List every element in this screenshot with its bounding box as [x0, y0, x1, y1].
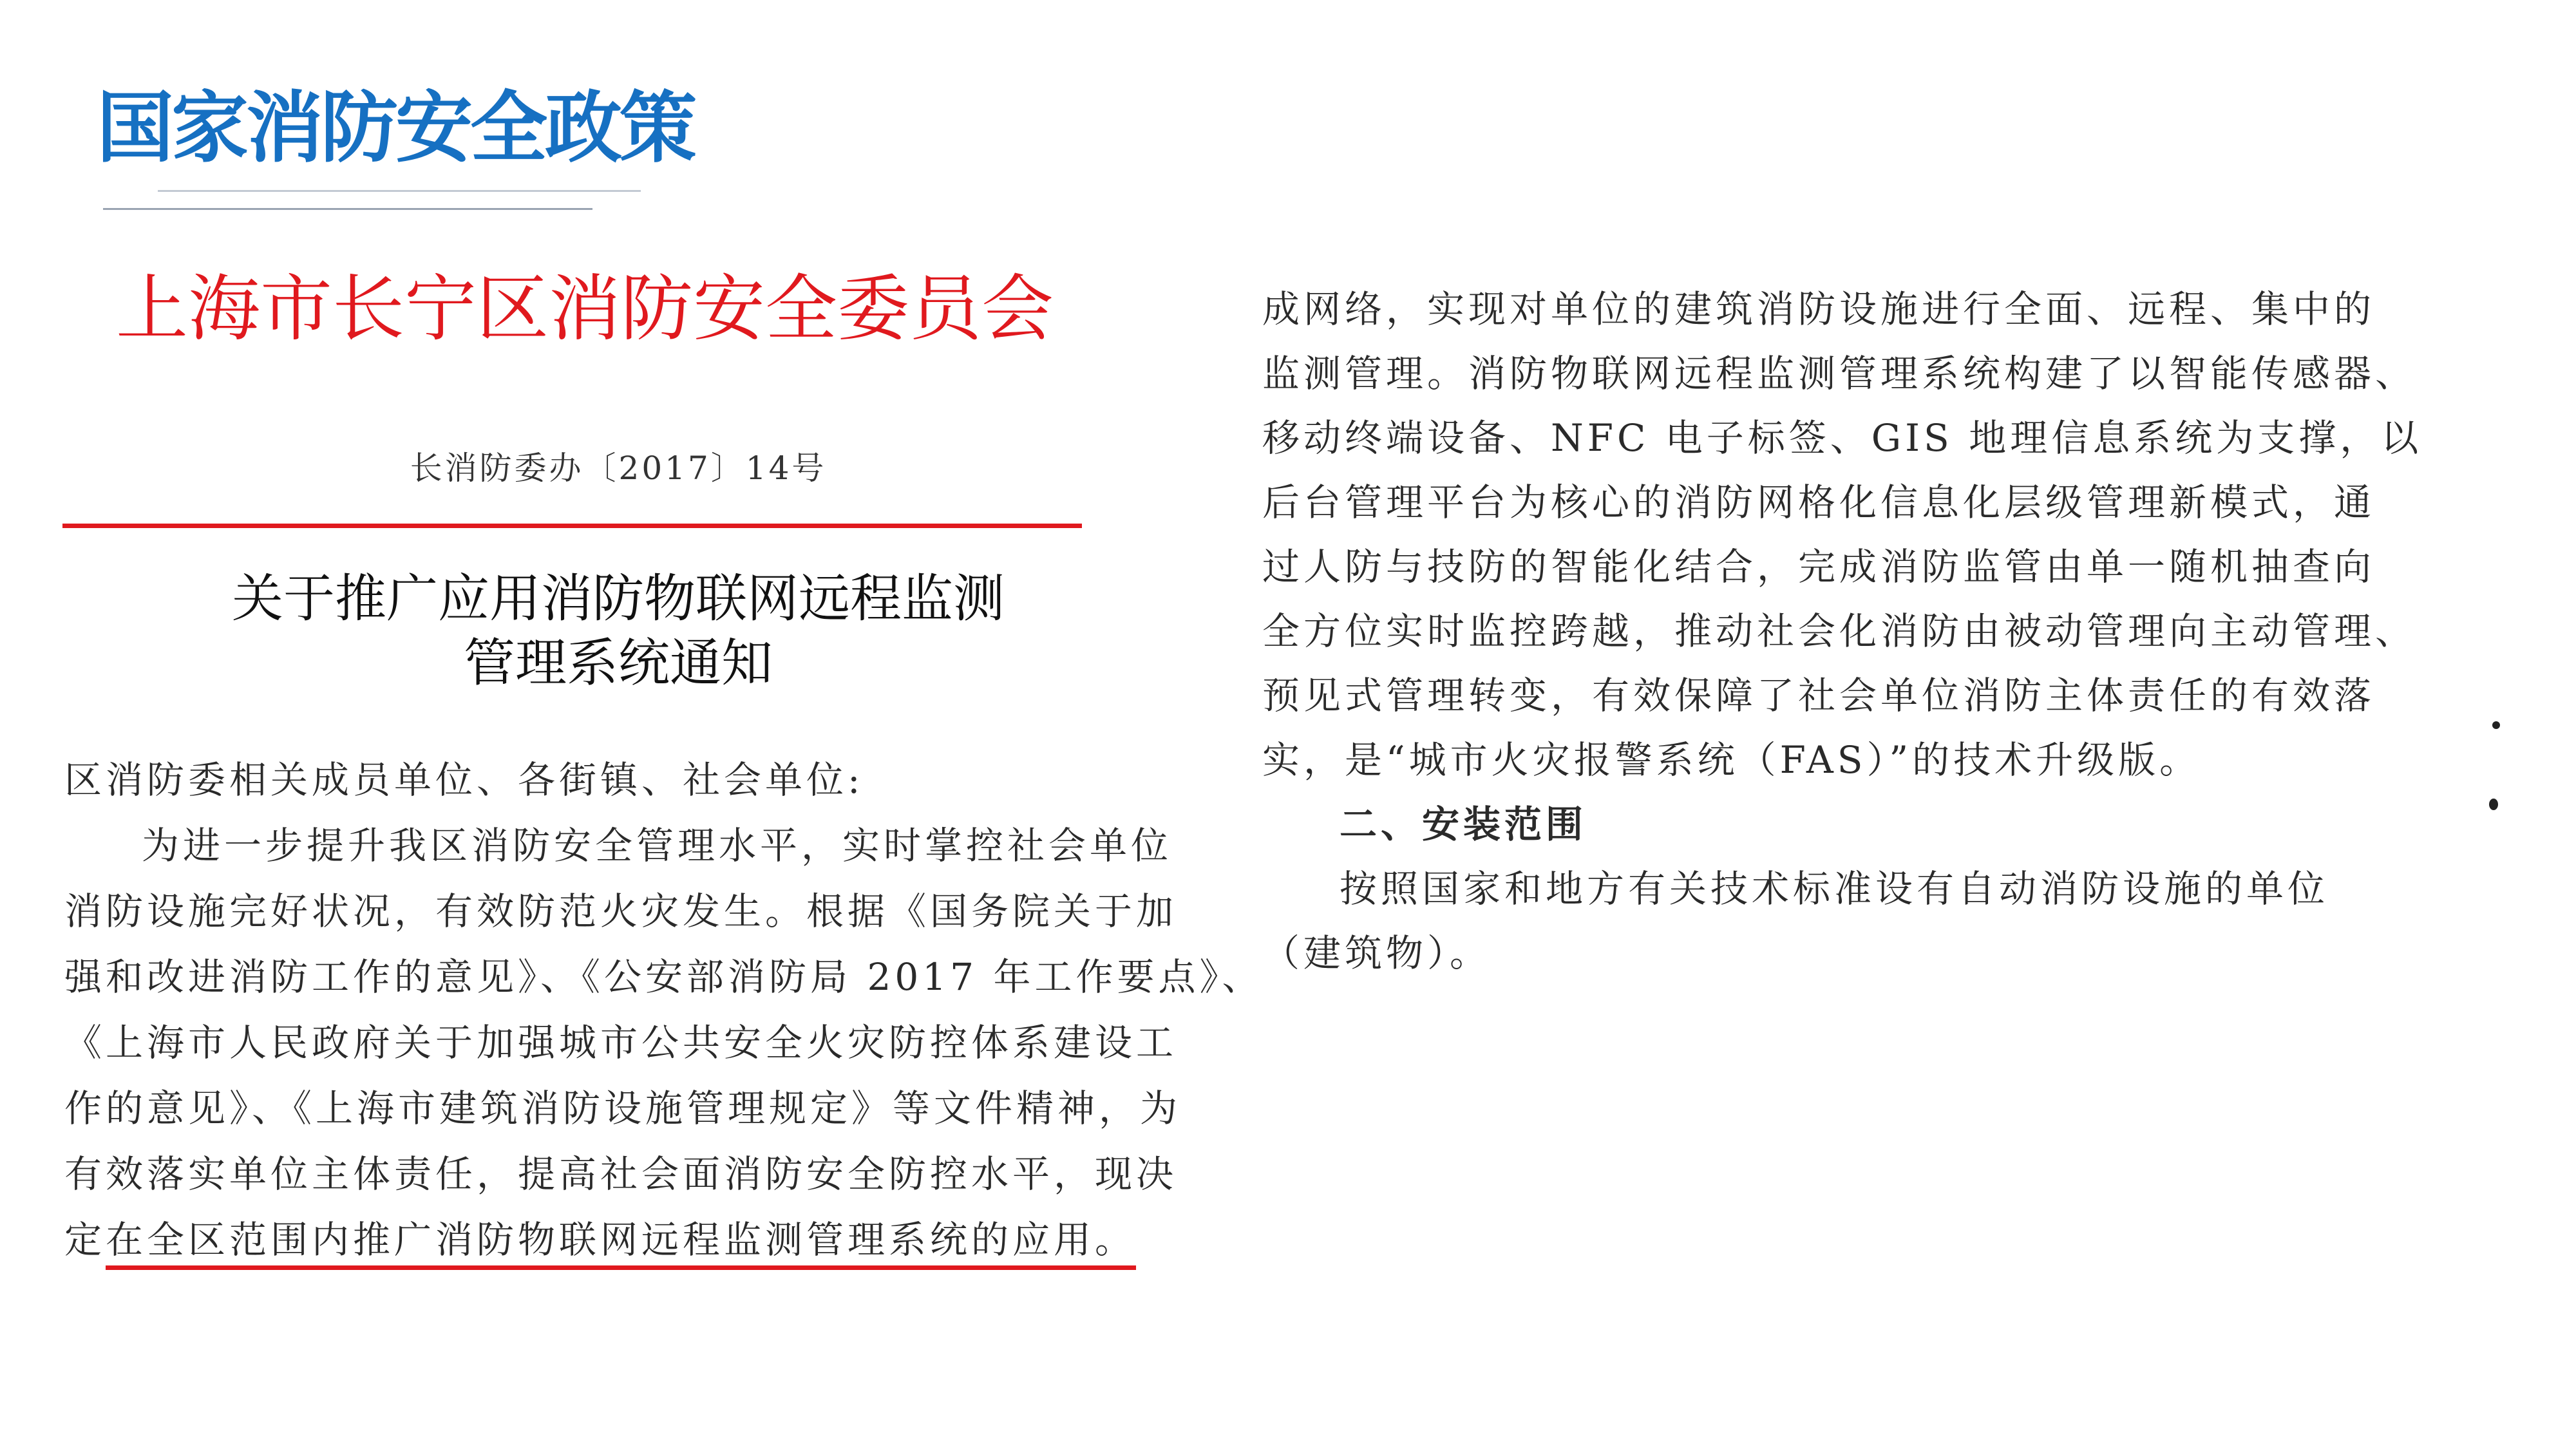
body-line: 为进一步提升我区消防安全管理水平，实时掌控社会单位 [142, 824, 1173, 867]
body-line: 全方位实时监控跨越，推动社会化消防由被动管理向主动管理、 [1262, 609, 2417, 653]
document-body-right [1262, 277, 2486, 985]
document-org-header: 上海市长宁区消防安全委员会 [116, 267, 1054, 351]
body-line-last [64, 1207, 1185, 1273]
title-underline-lower [103, 208, 592, 210]
body-line: 作的意见》、《上海市建筑消防设施管理规定》等文件精神，为 [64, 1086, 1182, 1130]
document-body-left [64, 747, 1264, 1273]
highlighted-decision-text: 在全区范围内推广消防物联网远程监测管理系统的应用。 [106, 1218, 1137, 1262]
scan-speck [2489, 799, 2498, 810]
body-line: 按照国家和地方有关技术标准设有自动消防设施的单位 [1340, 867, 2329, 911]
slide-title: 国家消防安全政策 [97, 84, 694, 173]
body-line: 消防设施完好状况，有效防范火灾发生。根据《国务院关于加 [64, 889, 1178, 933]
body-line: 实，是“城市火灾报警系统（FAS）”的技术升级版。 [1262, 738, 2201, 782]
document-number: 长消防委办〔2017〕14号 [410, 450, 827, 487]
section-heading: 二、安装范围 [1340, 802, 1587, 846]
body-line: 过人防与技防的智能化结合，完成消防监管由单一随机抽查向 [1262, 545, 2376, 589]
document-title-line-2: 管理系统通知 [464, 633, 773, 693]
body-line: 移动终端设备、NFC 电子标签、GIS 地理信息系统为支撑，以 [1262, 416, 2423, 460]
body-line: 预见式管理转变，有效保障了社会单位消防主体责任的有效落 [1262, 674, 2376, 717]
body-line: 有效落实单位主体责任，提高社会面消防安全防控水平，现决 [64, 1152, 1178, 1196]
document-title [52, 567, 1185, 696]
red-header-rule [62, 524, 1082, 528]
document-page-left [52, 245, 1264, 1275]
scan-speck [2492, 721, 2500, 729]
document-title-line-1: 关于推广应用消防物联网远程监测 [232, 569, 1005, 629]
body-line: 强和改进消防工作的意见》、《公安部消防局 2017 年工作要点》、 [64, 955, 1264, 999]
body-line-last-prefix: 定 [64, 1218, 106, 1262]
recipients-line: 区消防委相关成员单位、各街镇、社会单位: [64, 758, 864, 802]
body-line: （建筑物）。 [1262, 931, 1492, 975]
title-underline-upper [158, 190, 641, 192]
body-line: 监测管理。消防物联网远程监测管理系统构建了以智能传感器、 [1262, 352, 2417, 395]
body-line: 《上海市人民政府关于加强城市公共安全火灾防控体系建设工 [64, 1021, 1178, 1065]
body-line: 成网络，实现对单位的建筑消防设施进行全面、远程、集中的 [1262, 287, 2376, 331]
body-line: 后台管理平台为核心的消防网格化信息化层级管理新模式，通 [1262, 480, 2376, 524]
document-page-right [1262, 277, 2486, 1050]
